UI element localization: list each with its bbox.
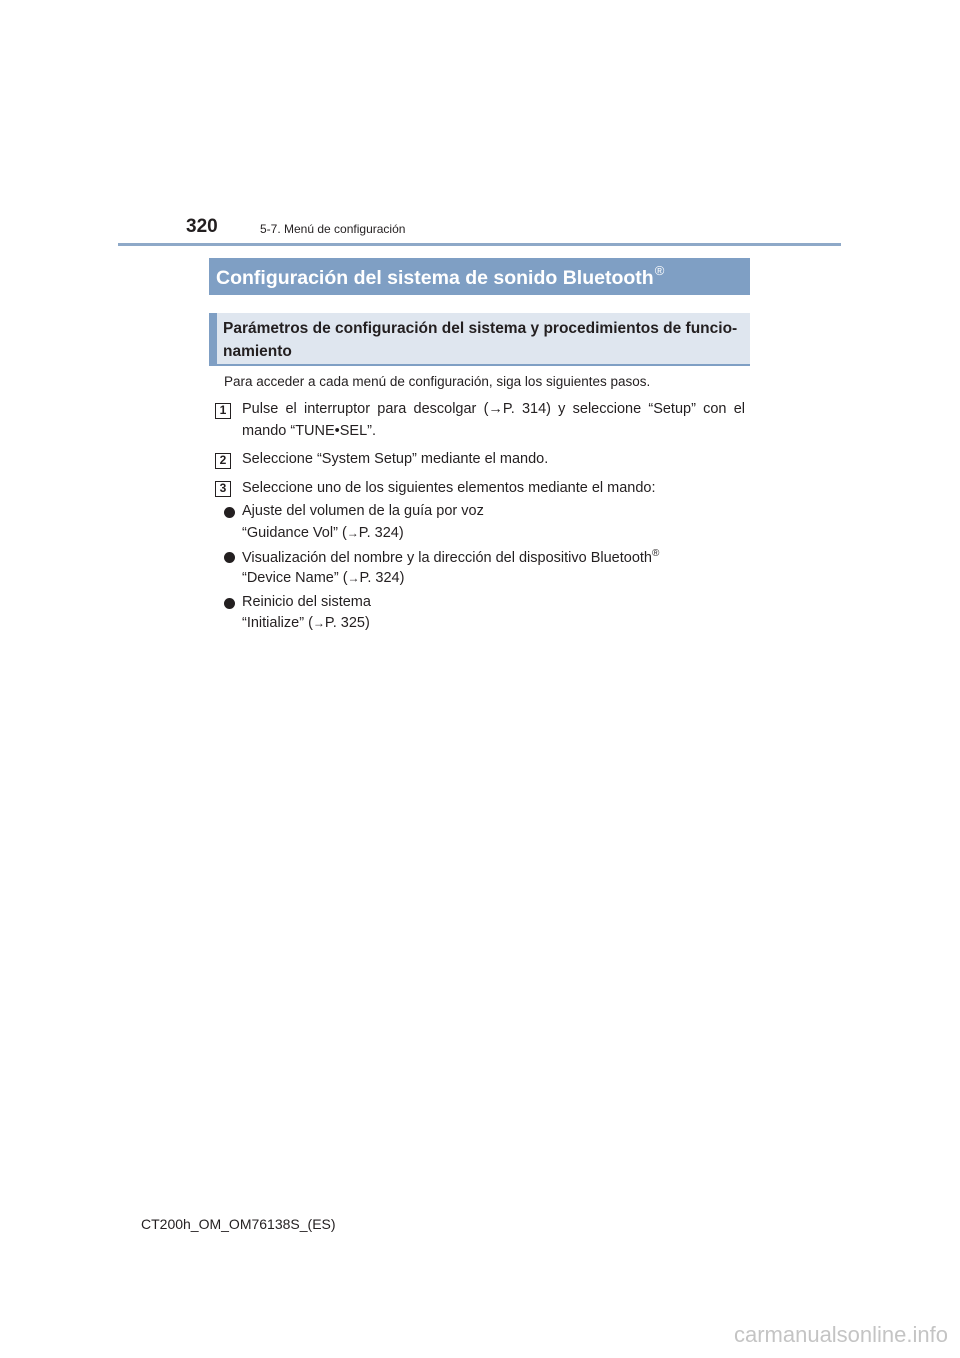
watermark: carmanualsonline.info <box>733 1322 948 1347</box>
footer-document-code: CT200h_OM_OM76138S_(ES) <box>141 1216 336 1232</box>
bullet-1-line-2 <box>242 525 404 541</box>
bullet-2-line-2 <box>242 570 404 586</box>
step-2-text: Seleccione “System Setup” mediante el mando. <box>242 451 549 467</box>
bullet-icon <box>224 507 235 518</box>
bullet-1-line-1: Ajuste del volumen de la guía por voz <box>242 503 484 519</box>
bullet-2-text: Visualización del nombre y la dirección del dispositivo Bluetooth <box>242 550 652 566</box>
step-3-text: Seleccione uno de los siguientes elementos mediante el mando: <box>242 480 656 496</box>
header-rule <box>118 243 841 246</box>
arrow-icon: → <box>347 571 360 585</box>
section-title-text: Configuración del sistema de sonido Bluetooth <box>216 267 654 289</box>
arrow-icon: → <box>346 526 359 540</box>
bullet-2-page-ref: P. 324) <box>359 570 405 586</box>
step-number-3: 3 <box>215 481 231 497</box>
bullet-2-line-1 <box>242 548 659 566</box>
subheading-line-2: namiento <box>223 343 292 360</box>
bullet-icon <box>224 598 235 609</box>
intro-text: Para acceder a cada menú de configuración, siga los siguientes pasos. <box>224 374 651 389</box>
registered-mark: ® <box>654 263 665 278</box>
bullet-2-menu-name: “Device Name” ( <box>242 570 348 586</box>
subheading-box <box>209 313 750 366</box>
arrow-icon: → <box>312 616 325 630</box>
section-label: 5-7. Menú de configuración <box>260 222 406 236</box>
bullet-3-menu-name: “Initialize” ( <box>242 615 313 631</box>
subheading-line-1: Parámetros de configuración del sistema y procedimientos de funcio- <box>223 320 738 337</box>
step-number-1: 1 <box>215 403 231 419</box>
registered-mark: ® <box>652 548 660 559</box>
bullet-3-line-1: Reinicio del sistema <box>242 594 371 610</box>
bullet-icon <box>224 552 235 563</box>
page-number: 320 <box>186 216 218 237</box>
step-1-line-1: Pulse el interruptor para descolgar (→P. 314) y seleccione “Setup” con el <box>242 401 745 417</box>
step-number-2: 2 <box>215 453 231 469</box>
title-banner <box>209 258 750 295</box>
bullet-3-line-2 <box>242 615 370 631</box>
section-title <box>216 263 664 290</box>
bullet-1-page-ref: P. 324) <box>358 525 404 541</box>
bullet-3-page-ref: P. 325) <box>324 615 370 631</box>
step-1-line-2: mando “TUNE•SEL”. <box>242 423 377 439</box>
bullet-1-menu-name: “Guidance Vol” ( <box>242 525 347 541</box>
